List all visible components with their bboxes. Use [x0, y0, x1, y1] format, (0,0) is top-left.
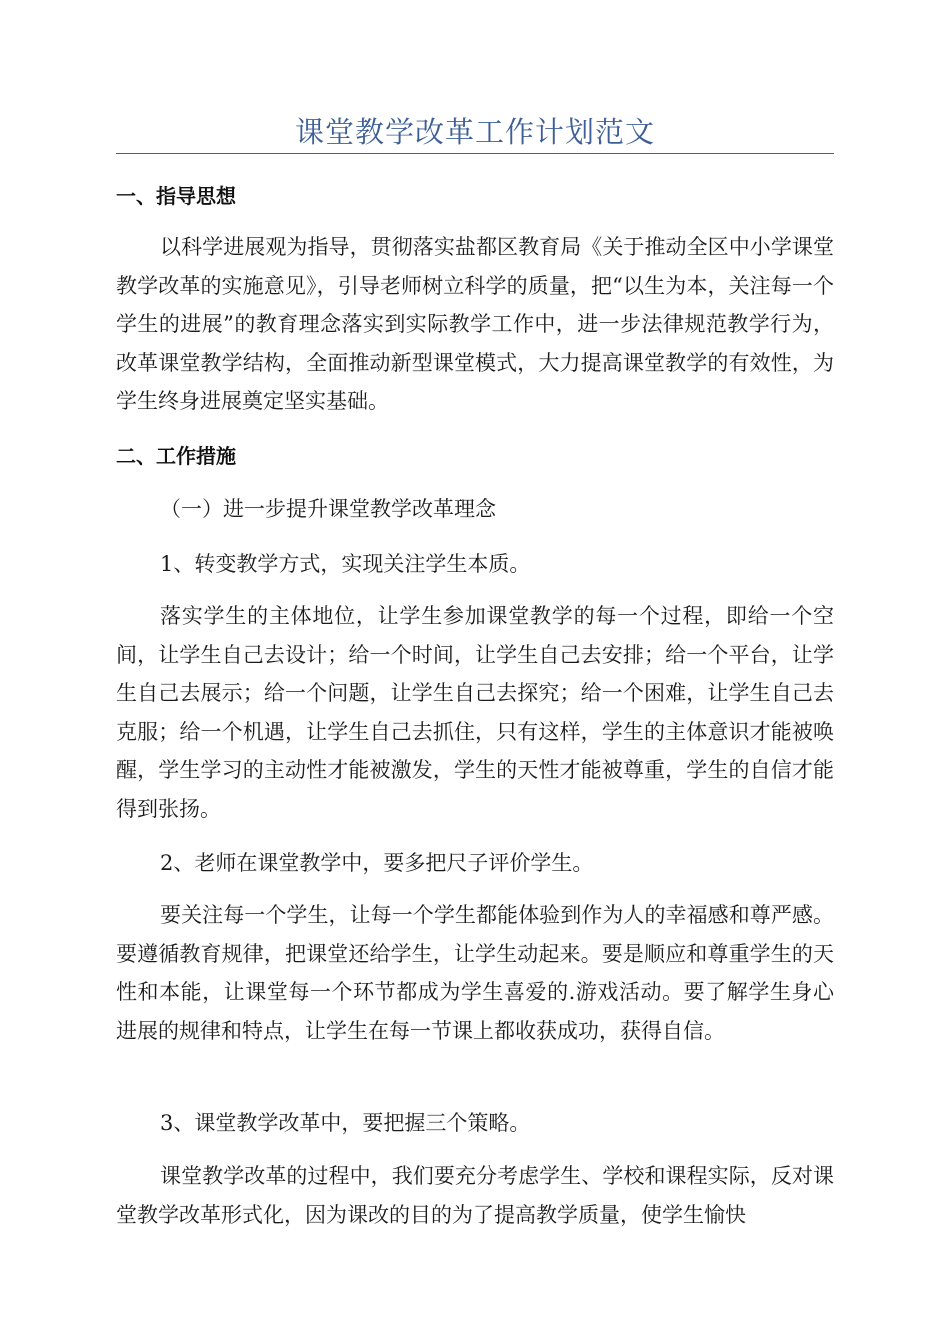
paragraph-guiding-thought: 以科学进展观为指导，贯彻落实盐都区教育局《关于推动全区中小学课堂教学改革的实施意见》，引导老师树立科学的质量，把“以生为本，关注每一个学生的进展”的教育理念落实到实际教学工作中，进一步法律规范教学行为，改革课堂教学结构，全面推动新型课堂模式，大力提高课堂教学的有效性，为学生终身进展奠定坚实基础。	[116, 235, 834, 413]
subsection-heading-reform-concept: （一）进一步提升课堂教学改革理念	[160, 497, 496, 521]
item-2-body: 要关注每一个学生，让每一个学生都能体验到作为人的幸福感和尊严感。要遵循教育规律，把课堂还给学生，让学生动起来。要是顺应和尊重学生的天性和本能，让课堂每一个环节都成为学生喜爱的.游戏活动。要了解学生身心进展的规律和特点，让学生在每一节课上都收获成功，获得自信。	[116, 903, 834, 1043]
item-2-title: 2、老师在课堂教学中，要多把尺子评价学生。	[160, 851, 594, 875]
section-heading-work-measures: 二、工作措施	[116, 444, 236, 468]
item-1-title: 1、转变教学方式，实现关注学生本质。	[160, 552, 531, 576]
title-underline	[116, 153, 834, 154]
document-title: 课堂教学改革工作计划范文	[294, 115, 655, 149]
section-heading-guiding-thought: 一、指导思想	[116, 184, 236, 208]
item-3-body: 课堂教学改革的过程中，我们要充分考虑学生、学校和课程实际，反对课堂教学改革形式化，因为课改的目的为了提高教学质量，使学生愉快	[116, 1164, 834, 1227]
item-3-title: 3、课堂教学改革中，要把握三个策略。	[160, 1111, 531, 1135]
item-1-body: 落实学生的主体地位，让学生参加课堂教学的每一个过程，即给一个空间，让学生自己去设计；给一个时间，让学生自己去安排；给一个平台，让学生自己去展示；给一个问题，让学生自己去探究；给一个困难，让学生自己去克服；给一个机遇，让学生自己去抓住，只有这样，学生的主体意识才能被唤醒，学生学习的主动性才能被激发，学生的天性才能被尊重，学生的自信才能得到张扬。	[116, 604, 834, 821]
